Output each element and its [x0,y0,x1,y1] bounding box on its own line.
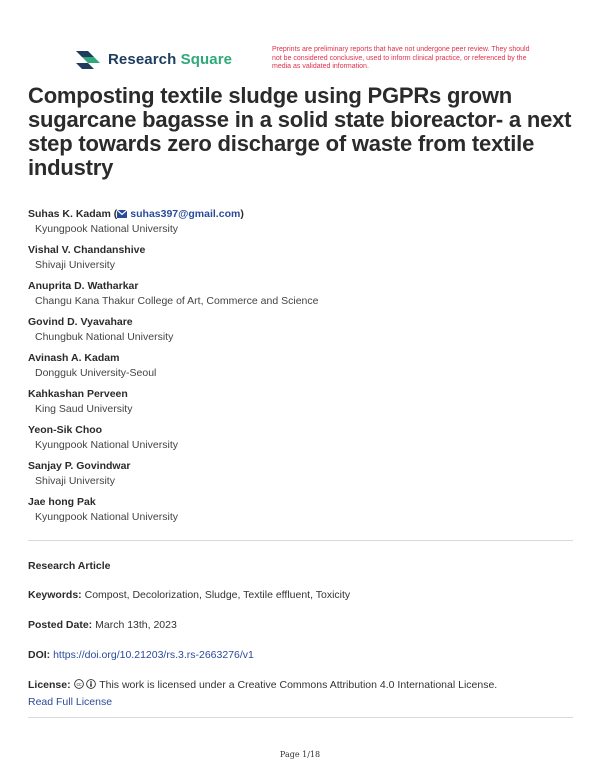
author-entry [28,244,573,280]
author-affiliation: Kyungpook National University [35,439,178,451]
author-name: Yeon-Sik Choo [28,424,103,436]
author-affiliation: Kyungpook National University [35,223,178,235]
author-entry [28,496,573,532]
license-label: License: [28,679,71,691]
author-name: Govind D. Vyavahare [28,316,133,328]
posted-date-row [28,618,573,632]
creative-commons-icon [74,679,84,689]
divider [28,540,573,541]
author-affiliation: Chungbuk National University [35,331,174,343]
author-affiliation: Kyungpook National University [35,511,178,523]
author-name: Vishal V. Chandanshive [28,244,146,256]
author-entry [28,424,573,460]
preprint-disclaimer: Preprints are preliminary reports that have not undergone peer review. They should not be considered conclusive, used to inform clinical practice, or referenced by the media as validated information. [272,46,530,70]
divider [28,717,573,718]
doi-link[interactable]: https://doi.org/10.21203/rs.3.rs-2663276/v1 [53,649,254,661]
author-affiliation: King Saud University [35,403,133,415]
author-entry [28,352,573,388]
attribution-icon [86,679,96,689]
brand-name-part1: Research [108,50,177,68]
license-text: This work is licensed under a Creative Commons Attribution 4.0 International License. [99,679,498,691]
license-row [28,677,573,711]
author-name: Sanjay P. Govindwar [28,460,131,472]
author-entry [28,388,573,424]
author-entry: Suhas K. Kadam ( suhas397@gmail.com) Kyungpook National University [28,208,573,244]
doi-label: DOI: [28,649,51,661]
brand-name-part2: Square [180,50,233,68]
doi-row [28,648,573,662]
research-square-logo-icon [74,48,102,70]
author-name: Suhas K. Kadam [28,208,111,220]
author-list [28,208,573,532]
author-affiliation: Changu Kana Thakur College of Art, Commerce and Science [35,295,319,307]
author-affiliation: Shivaji University [35,475,115,487]
keywords-label: Keywords: [28,589,82,601]
read-full-license-link[interactable]: Read Full License [28,696,113,708]
email-icon [117,210,127,218]
author-entry [28,280,573,316]
author-name: Jae hong Pak [28,496,96,508]
author-affiliation: Dongguk University-Seoul [35,367,157,379]
posted-date-label: Posted Date: [28,619,93,631]
author-name: Avinash A. Kadam [28,352,120,364]
posted-date-value: March 13th, 2023 [95,619,177,631]
author-name: Kahkashan Perveen [28,388,128,400]
author-entry [28,316,573,352]
author-entry [28,460,573,496]
author-affiliation: Shivaji University [35,259,115,271]
page-number: Page 1/18 [279,750,321,759]
research-square-logo[interactable] [74,48,232,70]
svg-text:cc: cc [76,682,82,688]
keywords-value: Compost, Decolorization, Sludge, Textile effluent, Toxicity [84,589,351,601]
brand-name [108,51,232,68]
author-email[interactable]: suhas397@gmail.com [130,208,241,220]
author-email-link[interactable] [117,208,240,220]
author-name: Anuprita D. Watharkar [28,280,139,292]
paper-title: Composting textile sludge using PGPRs grown sugarcane bagasse in a solid state bioreactor- a next step towards zero discharge of waste from textile industry [28,83,572,180]
article-type [28,559,573,573]
article-type-value: Research Article [28,560,111,572]
keywords-row [28,588,573,602]
